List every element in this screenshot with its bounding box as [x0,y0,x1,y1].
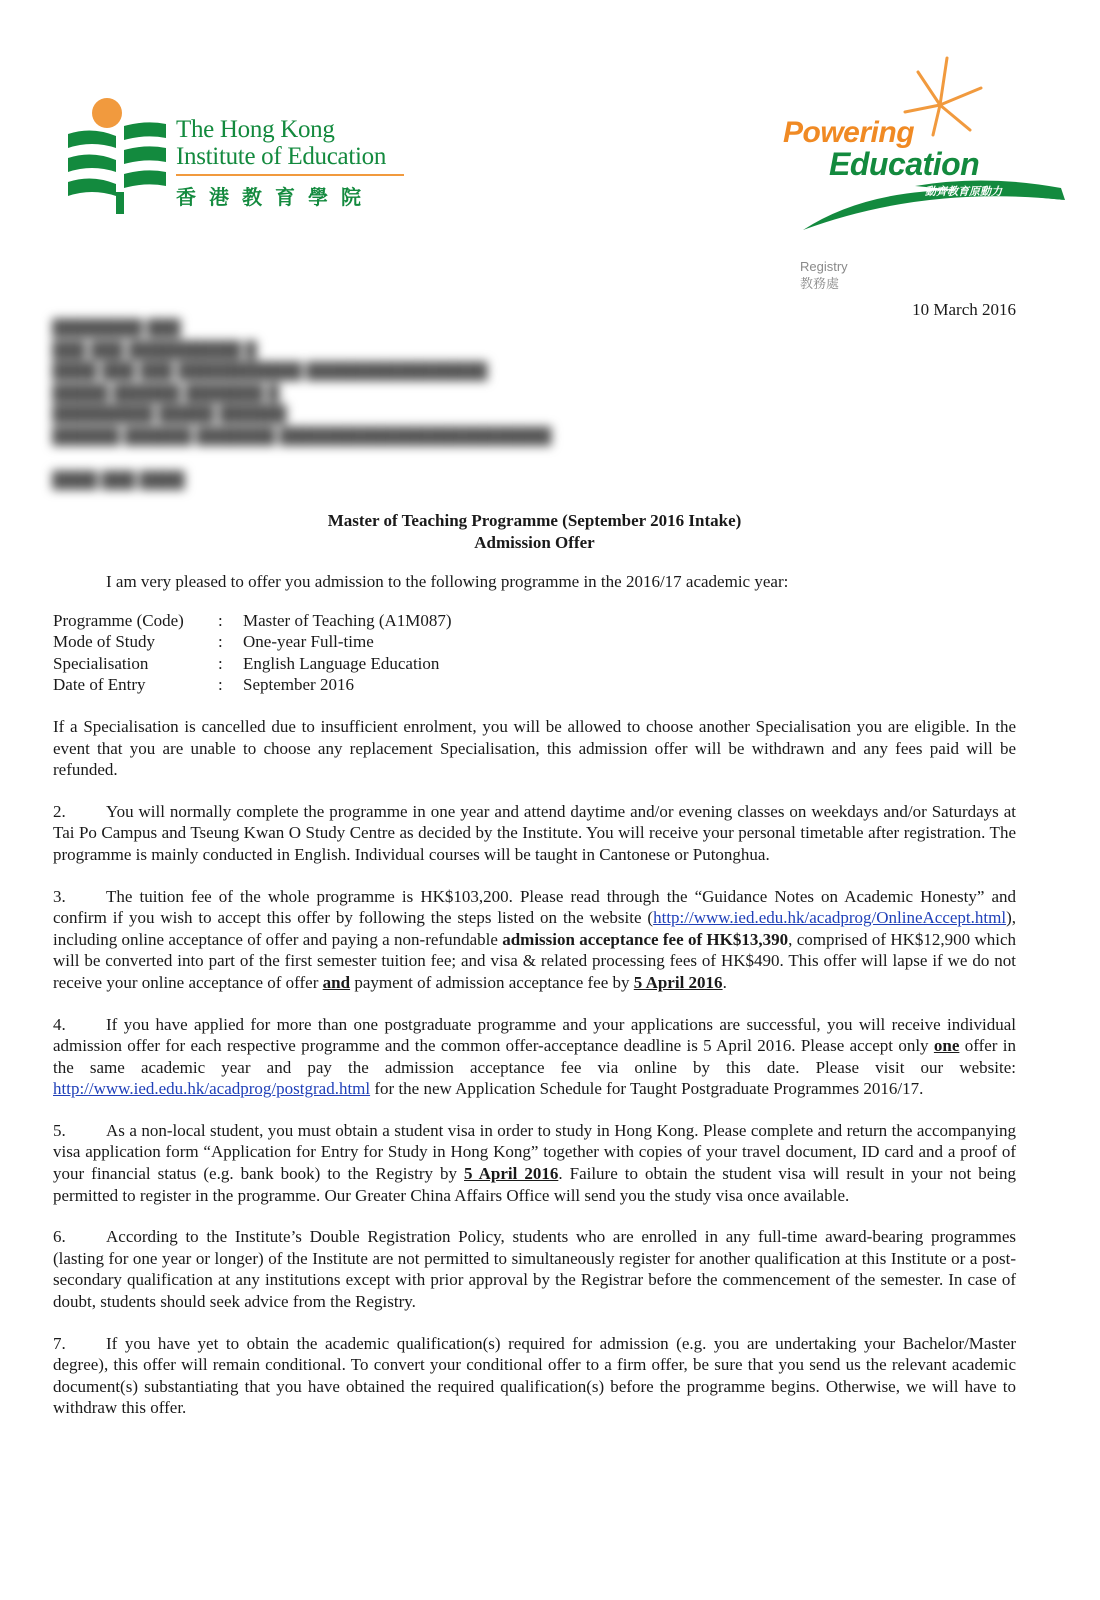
paragraph-text: If you have yet to obtain the academic qualification(s) required for admission (e.g. you are undertaking your Bachelor/Master degree), this offer will remain conditional. To convert your conditional offer to a firm offer, be sure that you send us the relevant academic document(s) substantiating that you have obtained the required qualification(s) before the programme begins. Otherwise, we will have to withdraw this offer. [53,1333,1016,1418]
detail-label: Mode of Study [53,632,155,652]
detail-row [53,631,452,653]
visa-deadline: 5 April 2016 [464,1164,559,1184]
paragraph-text: As a non-local student, you must obtain a student visa in order to study in Hong Kong. Please complete and return the accompanying visa application form “Application for Entry for Study in Hong Kong” together with copies of your travel document, ID card and a proof of your financial status (e.g. bank book) to the Registry by [53,1120,1016,1184]
detail-label: Specialisation [53,653,149,673]
address-line: █████████ █████ ██████ [52,406,287,423]
address-line: ██████ ██████ ███████ ████████████████████████ [52,427,552,445]
paragraph-text: If you have applied for more than one postgraduate programme and your applications are successful, you will receive individual admission offer for each respective programme and the common offer-acceptance deadline is 5 April 2016. Please accept only [53,1014,1016,1056]
intro-paragraph: I am very pleased to offer you admission to the following programme in the 2016/17 academic year: [106,572,789,591]
detail-separator: : [218,675,223,695]
detail-value: English Language Education [243,653,440,673]
paragraph-number: 2. [53,801,66,821]
recipient-address-redacted [52,318,551,447]
logo-divider [176,174,404,176]
paragraph-number: 4. [53,1014,66,1034]
detail-row [53,610,452,632]
paragraph-text: . Failure to obtain the student visa will result in your not being permitted to register in the programme. Our Greater China Affairs Office will send you the study visa once available. [53,1164,1016,1205]
slogan-word-powering: Powering [783,116,915,149]
paragraph-4 [53,1014,1016,1100]
detail-separator: : [218,632,223,652]
postgrad-link[interactable]: http://www.ied.edu.hk/acadprog/postgrad.html [53,1079,371,1099]
department-name-chinese: 教務處 [800,276,840,291]
online-accept-link[interactable]: http://www.ied.edu.hk/acadprog/OnlineAccept.html [653,908,1007,928]
paragraph-text: , comprised of HK$12,900 which will be converted into part of the first semester tuition fee; and visa & related processing fees of HK$490. This offer will lapse if we do not receive your online acceptance of offer [53,929,1016,992]
paragraph-text: offer in the same academic year and pay the admission acceptance fee via online by this date. Please visit our website: [53,1036,1016,1077]
acceptance-deadline: 5 April 2016 [633,972,723,992]
detail-label: Programme (Code) [53,610,184,630]
letter-date: 10 March 2016 [912,300,1016,319]
institution-name-line1: The Hong Kong [176,116,335,143]
paragraph-1: If a Specialisation is cancelled due to insufficient enrolment, you will be allowed to choose another Specialisation you are eligible. In the event that you are unable to choose any replacement Specialisation, this admission offer will be withdrawn and any fees paid will be refunded. [53,716,1016,780]
institution-emblem-icon [66,96,176,218]
letter-body [53,510,1016,1419]
paragraph-2 [53,801,1016,866]
letter-title-line1: Master of Teaching Programme (September 2016 Intake) [327,511,742,530]
department-label [800,258,848,292]
address-line: █████ ██████ ███████ █ [52,384,280,402]
emphasis-one: one [933,1036,960,1056]
address-line: ████████ ███ [52,320,181,337]
letter-title-line2: Admission Offer [474,533,595,552]
emphasis-and: and [322,972,351,992]
paragraph-number: 7. [53,1333,66,1353]
letter-title [53,510,1016,554]
paragraph-text: ), including online acceptance of offer and paying a non-refundable [53,908,1016,949]
institution-name-chinese: 香港教育學院 [176,185,374,209]
paragraph-text: payment of admission acceptance fee by [350,972,634,992]
detail-separator: : [218,653,223,673]
slogan-tagline: 動齊教育原動力 [925,185,1002,198]
slogan-logo [775,50,1070,240]
paragraph-5 [53,1120,1016,1206]
paragraph-text: According to the Institute’s Double Registration Policy, students who are enrolled in any full-time award-bearing programmes (lasting for one year or longer) of the Institute are not permitted to simultaneously register for another qualification at this Institute or a post-secondary qualification at any institutions except with prior approval by the Registrar before the commencement of the semester. In case of doubt, students should seek advice from the Registry. [53,1227,1016,1312]
programme-details-table [53,610,452,696]
paragraph-6 [53,1226,1016,1312]
detail-row [53,674,452,696]
paragraph-number: 6. [53,1227,66,1247]
institution-name-line2: Institute of Education [176,143,387,170]
detail-value: September 2016 [243,675,354,695]
paragraph-number: 5. [53,1120,66,1140]
address-line: ███ ███ ██████████ █ [52,341,257,359]
paragraph-number: 3. [53,886,66,906]
paragraph-text: The tuition fee of the whole programme is HK$103,200. Please read through the “Guidance Notes on Academic Honesty” and confirm if you wish to accept this offer by following the steps listed on the website ( [53,886,1016,928]
institution-name [176,116,386,170]
detail-separator: : [218,610,223,630]
salutation-redacted: ████ ███ ████ [52,472,185,489]
address-line: ████ ███ ███ ███████████ ████████████████ [52,363,488,380]
detail-row [53,653,452,675]
paragraph-text: You will normally complete the programme in one year and attend daytime and/or evening classes on weekdays and/or Saturdays at Tai Po Campus and Tseung Kwan O Study Centre as decided by the Institute. You will receive your personal timetable after registration. The programme is mainly conducted in English. Individual courses will be taught in Cantonese or Putonghua. [53,801,1016,864]
acceptance-fee-text: admission acceptance fee of HK$13,390 [502,929,789,949]
department-name: Registry [800,259,848,274]
paragraph-7 [53,1333,1016,1419]
detail-label: Date of Entry [53,675,146,695]
institution-logo [66,96,416,218]
paragraph-text: for the new Application Schedule for Taught Postgraduate Programmes 2016/17. [370,1079,924,1099]
slogan-word-education: Education [829,146,980,182]
paragraph-3 [53,886,1016,994]
paragraph-text: . [722,972,727,992]
detail-value: One-year Full-time [243,632,374,652]
detail-value: Master of Teaching (A1M087) [243,610,452,630]
